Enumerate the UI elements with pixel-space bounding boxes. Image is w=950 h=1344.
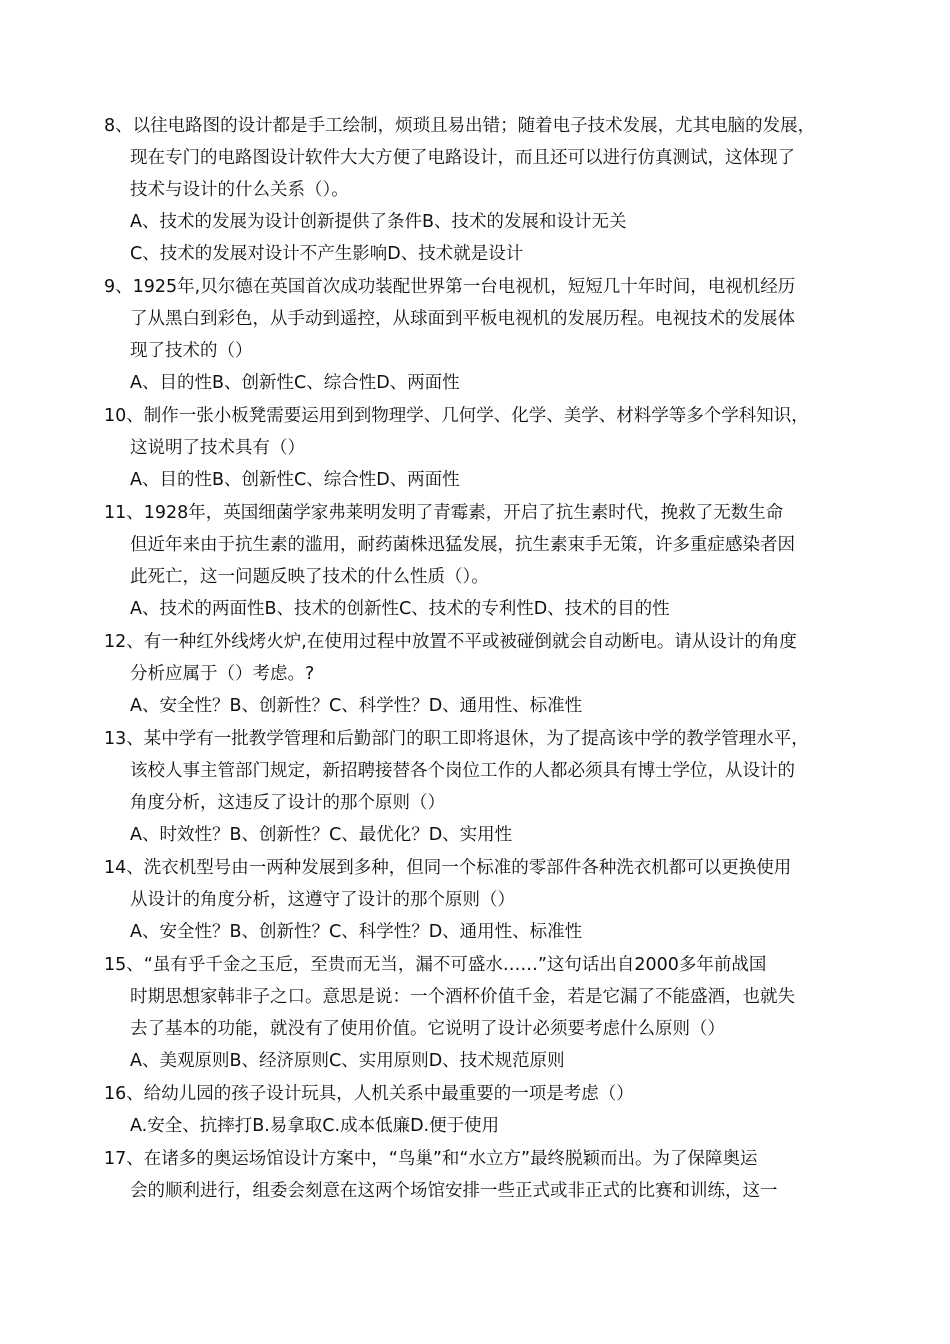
question-text-line: 11、1928年，英国细菌学家弗莱明发明了青霉素，开启了抗生素时代，挽救了无数生命 [104,503,784,523]
question-text-line: 这说明了技术具有（） [130,438,305,458]
question-text-line: 10、制作一张小板凳需要运用到到物理学、几何学、化学、美学、材料学等多个学科知识， [104,406,809,426]
answer-options: A、安全性？B、创新性？C、科学性？D、通用性、标准性 [130,696,583,716]
question-text-line: 13、某中学有一批教学管理和后勤部门的职工即将退休，为了提高该中学的教学管理水平， [104,729,809,749]
answer-options: A、技术的发展为设计创新提供了条件B、技术的发展和设计无关 [130,212,627,232]
question-text-line: 8、以往电路图的设计都是手工绘制，烦琐且易出错；随着电子技术发展，尤其电脑的发展， [104,116,816,136]
question-text-line: 从设计的角度分析，这遵守了设计的那个原则（） [130,890,515,910]
question-text-line: 技术与设计的什么关系（）。 [130,180,349,200]
question-text-line: 去了基本的功能，就没有了使用价值。它说明了设计必须要考虑什么原则（） [130,1019,725,1039]
question-text-line: 此死亡，这一问题反映了技术的什么性质（）。 [130,567,489,587]
question-text-line: 时期思想家韩非子之口。意思是说：一个酒杯价值千金，若是它漏了不能盛酒，也就失 [130,987,795,1007]
question-text-line: 该校人事主管部门规定，新招聘接替各个岗位工作的人都必须具有博士学位，从设计的 [130,761,795,781]
answer-options: A、目的性B、创新性C、综合性D、两面性 [130,373,460,393]
question-text-line: 14、洗衣机型号由一两种发展到多种，但同一个标准的零部件各种洗衣机都可以更换使用 [104,858,792,878]
answer-options: A、目的性B、创新性C、综合性D、两面性 [130,470,460,490]
answer-options: A、技术的两面性B、技术的创新性C、技术的专利性D、技术的目的性 [130,599,670,619]
question-text-line: 会的顺利进行，组委会刻意在这两个场馆安排一些正式或非正式的比赛和训练，这一 [130,1181,778,1201]
question-text-line: 现了技术的（） [130,341,253,361]
question-text-line: 15、“虽有乎千金之玉卮，至贵而无当，漏不可盛水……”这句话出自2000多年前战国 [104,955,767,975]
question-text-line: 9、1925年,贝尔德在英国首次成功装配世界第一台电视机，短短几十年时间，电视机经历 [104,277,796,297]
question-text-line: 12、有一种红外线烤火炉,在使用过程中放置不平或被碰倒就会自动断电。请从设计的角度 [104,632,797,652]
answer-options: C、技术的发展对设计不产生影响D、技术就是设计 [130,244,524,264]
answer-options: A、美观原则B、经济原则C、实用原则D、技术规范原则 [130,1051,565,1071]
answer-options: A、安全性？B、创新性？C、科学性？D、通用性、标准性 [130,922,583,942]
question-text-line: 角度分析，这违反了设计的那个原则（） [130,793,445,813]
question-text-line: 了从黑白到彩色，从手动到遥控，从球面到平板电视机的发展历程。电视技术的发展体 [130,309,795,329]
question-text-line: 分析应属于（）考虑。? [130,664,315,684]
answer-options: A.安全、抗摔打B.易拿取C.成本低廉D.便于使用 [130,1116,500,1136]
question-text-line: 但近年来由于抗生素的滥用，耐药菌株迅猛发展，抗生素束手无策，许多重症感染者因 [130,535,795,555]
answer-options: A、时效性？B、创新性？C、最优化？D、实用性 [130,825,513,845]
question-text-line: 现在专门的电路图设计软件大大方便了电路设计，而且还可以进行仿真测试，这体现了 [130,148,795,168]
question-text-line: 17、在诸多的奥运场馆设计方案中，“鸟巢”和“水立方”最终脱颖而出。为了保障奥运 [104,1149,758,1169]
question-text-line: 16、给幼儿园的孩子设计玩具，人机关系中最重要的一项是考虑（） [104,1084,634,1104]
